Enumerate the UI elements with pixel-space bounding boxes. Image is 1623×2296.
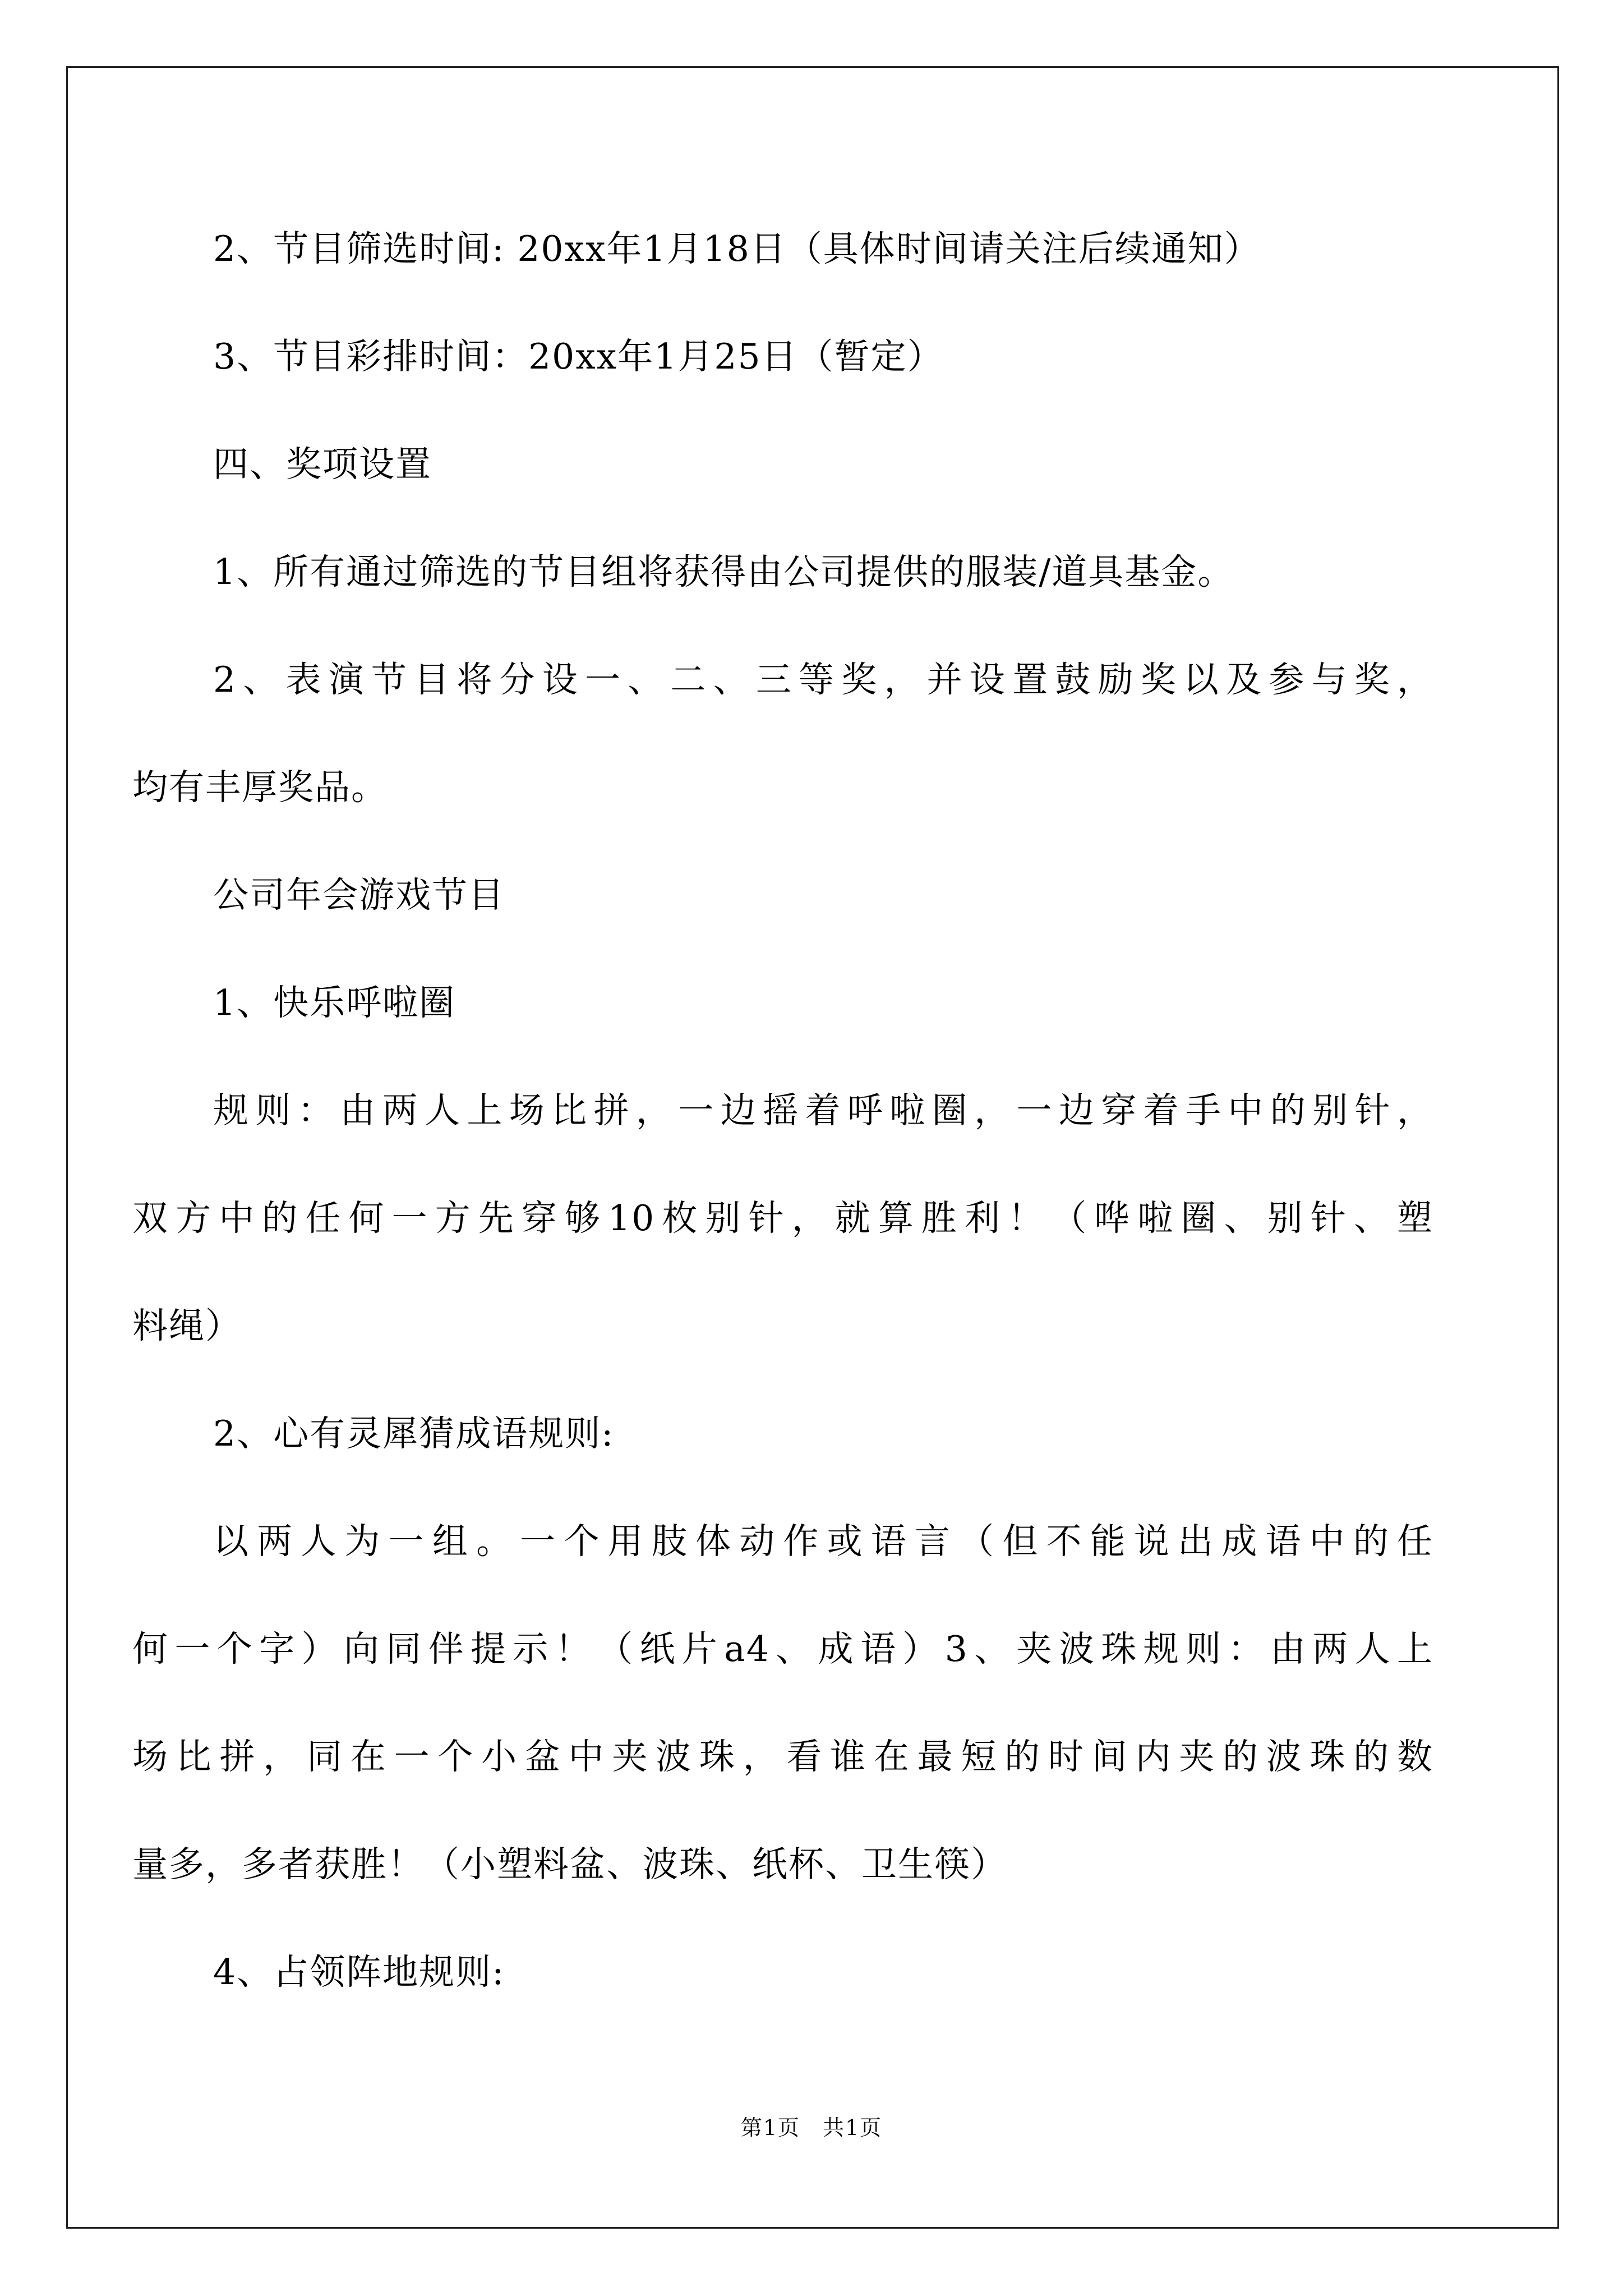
text-line: 4、占领阵地规则: bbox=[213, 1952, 505, 1993]
text-line: 3、节目彩排时间：20xx年1月25日（暂定） bbox=[213, 336, 944, 377]
text-line: 1、快乐呼啦圈 bbox=[213, 982, 456, 1023]
page-number: 第1页 共1页 bbox=[740, 2115, 883, 2140]
text-line: 2、表演节目将分设一、二、三等奖，并设置鼓励奖以及参与奖， bbox=[213, 659, 1433, 700]
text-line: 均有丰厚奖品。 bbox=[132, 767, 388, 808]
text-line: 2、节目筛选时间: 20xx年1月18日（具体时间请关注后续通知） bbox=[213, 228, 1261, 269]
text-line: 量多，多者获胜！（小塑料盆、波珠、纸杯、卫生筷） bbox=[132, 1844, 1007, 1885]
section-heading: 四、奖项设置 bbox=[213, 444, 432, 485]
text-line: 场比拼，同在一个小盆中夹波珠，看谁在最短的时间内夹的波珠的数 bbox=[132, 1736, 1433, 1777]
text-line: 双方中的任何一方先穿够10枚别针，就算胜利！（哗啦圈、别针、塑 bbox=[132, 1198, 1433, 1239]
text-line: 何一个字）向同伴提示！（纸片a4、成语）3、夹波珠规则：由两人上 bbox=[132, 1628, 1433, 1669]
text-line: 规则：由两人上场比拼，一边摇着呼啦圈，一边穿着手中的别针， bbox=[213, 1090, 1433, 1131]
text-line: 以两人为一组。一个用肢体动作或语言（但不能说出成语中的任 bbox=[213, 1521, 1433, 1562]
text-line: 2、心有灵犀猜成语规则: bbox=[213, 1413, 615, 1454]
text-line: 料绳） bbox=[132, 1305, 242, 1346]
page-border bbox=[66, 66, 1559, 2229]
section-heading: 公司年会游戏节目 bbox=[213, 875, 505, 915]
text-line: 1、所有通过筛选的节目组将获得由公司提供的服装/道具基金。 bbox=[213, 551, 1234, 592]
